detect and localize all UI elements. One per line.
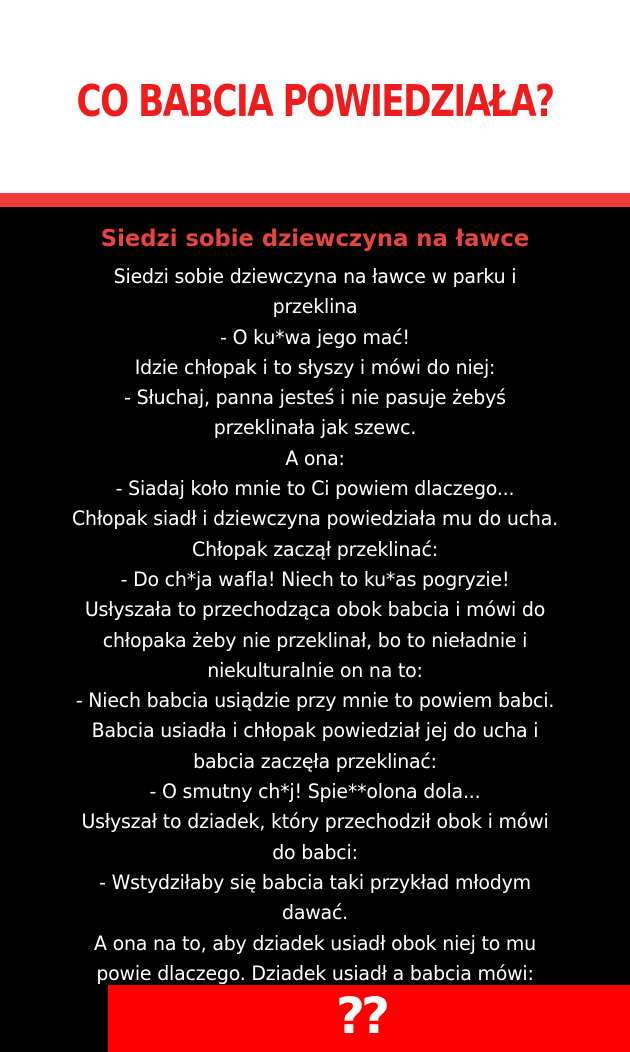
story-line: powie dlaczego. Dziadek usiadł a babcia mówi:	[96, 961, 534, 985]
header-area	[0, 0, 630, 193]
story-line: do babci:	[272, 840, 358, 864]
story-line: - Wstydziłaby się babcia taki przykład młodym	[99, 870, 531, 894]
story-line: Chłopak zaczął przeklinać:	[192, 537, 438, 561]
story-line: Usłyszał to dziadek, który przechodził obok i mówi	[81, 810, 549, 834]
story-line: babcia zaczęła przeklinać:	[193, 749, 437, 773]
story-line: - O smutny ch*j! Spie**olona dola...	[149, 780, 481, 804]
story-text	[0, 262, 630, 989]
story-line: - O ku*wa jego mać!	[220, 325, 410, 349]
story-line: Usłyszała to przechodząca obok babcia i mówi do	[84, 598, 546, 622]
story-line: - Niech babcia usiądzie przy mnie to powiem babci.	[75, 689, 555, 713]
red-divider	[0, 193, 630, 207]
question-marks: ??	[335, 987, 386, 1045]
story-title: Siedzi sobie dziewczyna na ławce	[100, 226, 530, 252]
story-line: przeklina	[272, 295, 358, 319]
story-line: Babcia usiadła i chłopak powiedział jej do ucha i	[91, 719, 539, 743]
story-panel	[0, 207, 630, 1052]
story-line: - Do ch*ja wafla! Niech to ku*as pogryzie!	[120, 567, 510, 591]
story-line: A ona:	[285, 446, 345, 470]
story-line: Siedzi sobie dziewczyna na ławce w parku i	[113, 265, 517, 288]
story-line: A ona na to, aby dziadek usiadł obok niej to mu	[94, 931, 536, 955]
story-line: dawać.	[282, 901, 348, 925]
story-line: Chłopak siadł i dziewczyna powiedziała mu do ucha.	[72, 507, 558, 531]
story-line: Idzie chłopak i to słyszy i mówi do niej:	[134, 355, 496, 379]
story-line: chłopaka żeby nie przeklinał, bo to nieładnie i	[102, 628, 528, 652]
headline: CO BABCIA POWIEDZIAŁA?	[76, 76, 554, 127]
story-line: - Słuchaj, panna jesteś i nie pasuje żebyś	[124, 386, 506, 410]
story-line: niekulturalnie on na to:	[207, 658, 423, 682]
story-line: przeklinała jak szewc.	[213, 416, 417, 440]
answer-bar	[108, 985, 630, 1052]
story-line: - Siadaj koło mnie to Ci powiem dlaczego...	[115, 477, 515, 501]
